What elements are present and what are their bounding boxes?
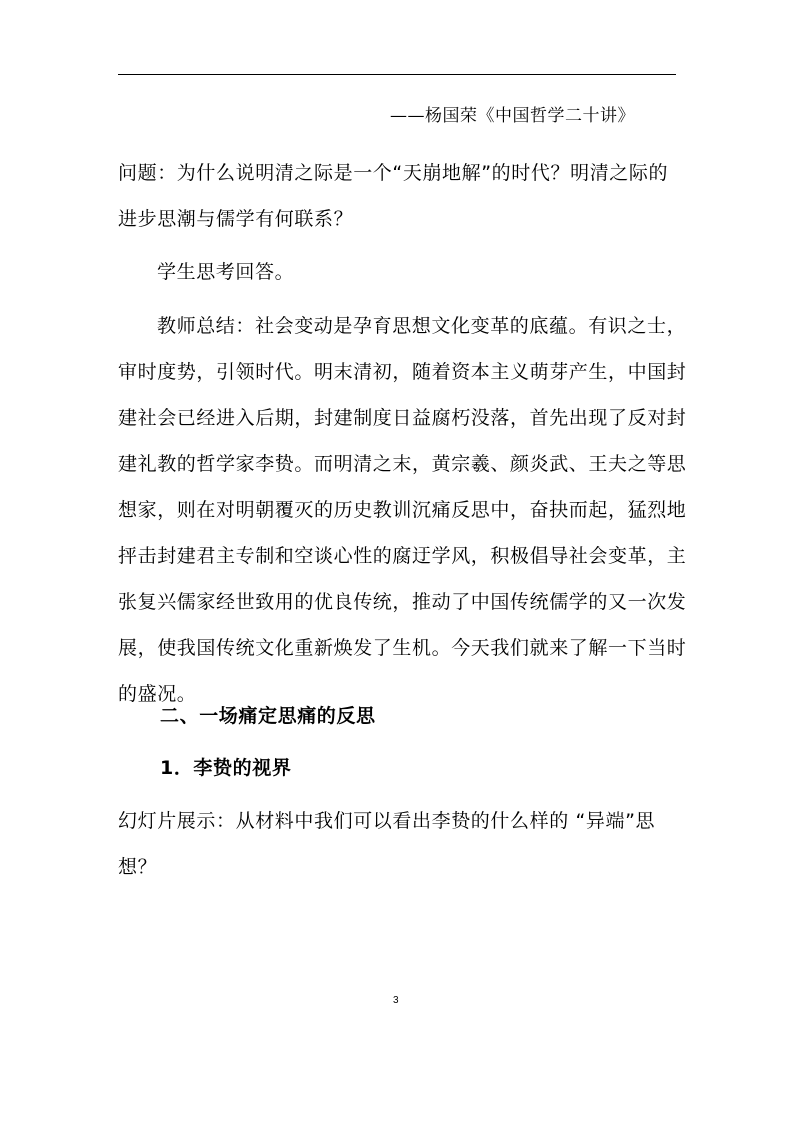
slide-prompt-line-2: 想？ — [118, 856, 158, 878]
student-response: 学生思考回答。 — [157, 261, 295, 283]
page-number: 3 — [393, 995, 399, 1006]
summary-line-4: 建礼教的哲学家李贽。而明清之末，黄宗羲、颜炎武、王夫之等思 — [118, 453, 687, 475]
question-line-2: 进步思潮与儒学有何联系？ — [118, 208, 354, 230]
summary-line-9: 的盛况。 — [118, 683, 197, 705]
summary-line-3: 建社会已经进入后期，封建制度日益腐朽没落，首先出现了反对封 — [118, 407, 687, 429]
summary-line-7: 张复兴儒家经世致用的优良传统，推动了中国传统儒学的又一次发 — [118, 591, 687, 613]
header-rule — [118, 74, 676, 75]
quote-attribution: ——杨国荣《中国哲学二十讲》 — [390, 106, 635, 126]
summary-line-8: 展，使我国传统文化重新焕发了生机。今天我们就来了解一下当时 — [118, 637, 687, 659]
question-line-1: 问题：为什么说明清之际是一个“天崩地解”的时代？明清之际的 — [118, 162, 669, 184]
summary-line-6: 抨击封建君主专制和空谈心性的腐迂学风，积极倡导社会变革，主 — [118, 545, 687, 567]
summary-line-5: 想家，则在对明朝覆灭的历史教训沉痛反思中，奋抉而起，猛烈地 — [118, 499, 687, 521]
subsection-heading: 1．李贽的视界 — [160, 757, 292, 779]
slide-prompt-line-1: 幻灯片展示：从材料中我们可以看出李贽的什么样的 “异端”思 — [118, 810, 656, 832]
section-heading: 二、一场痛定思痛的反思 — [160, 705, 376, 727]
summary-line-1: 教师总结：社会变动是孕育思想文化变革的底蕴。有识之士， — [157, 315, 687, 337]
summary-line-2: 审时度势，引领时代。明末清初，随着资本主义萌芽产生，中国封 — [118, 361, 687, 383]
